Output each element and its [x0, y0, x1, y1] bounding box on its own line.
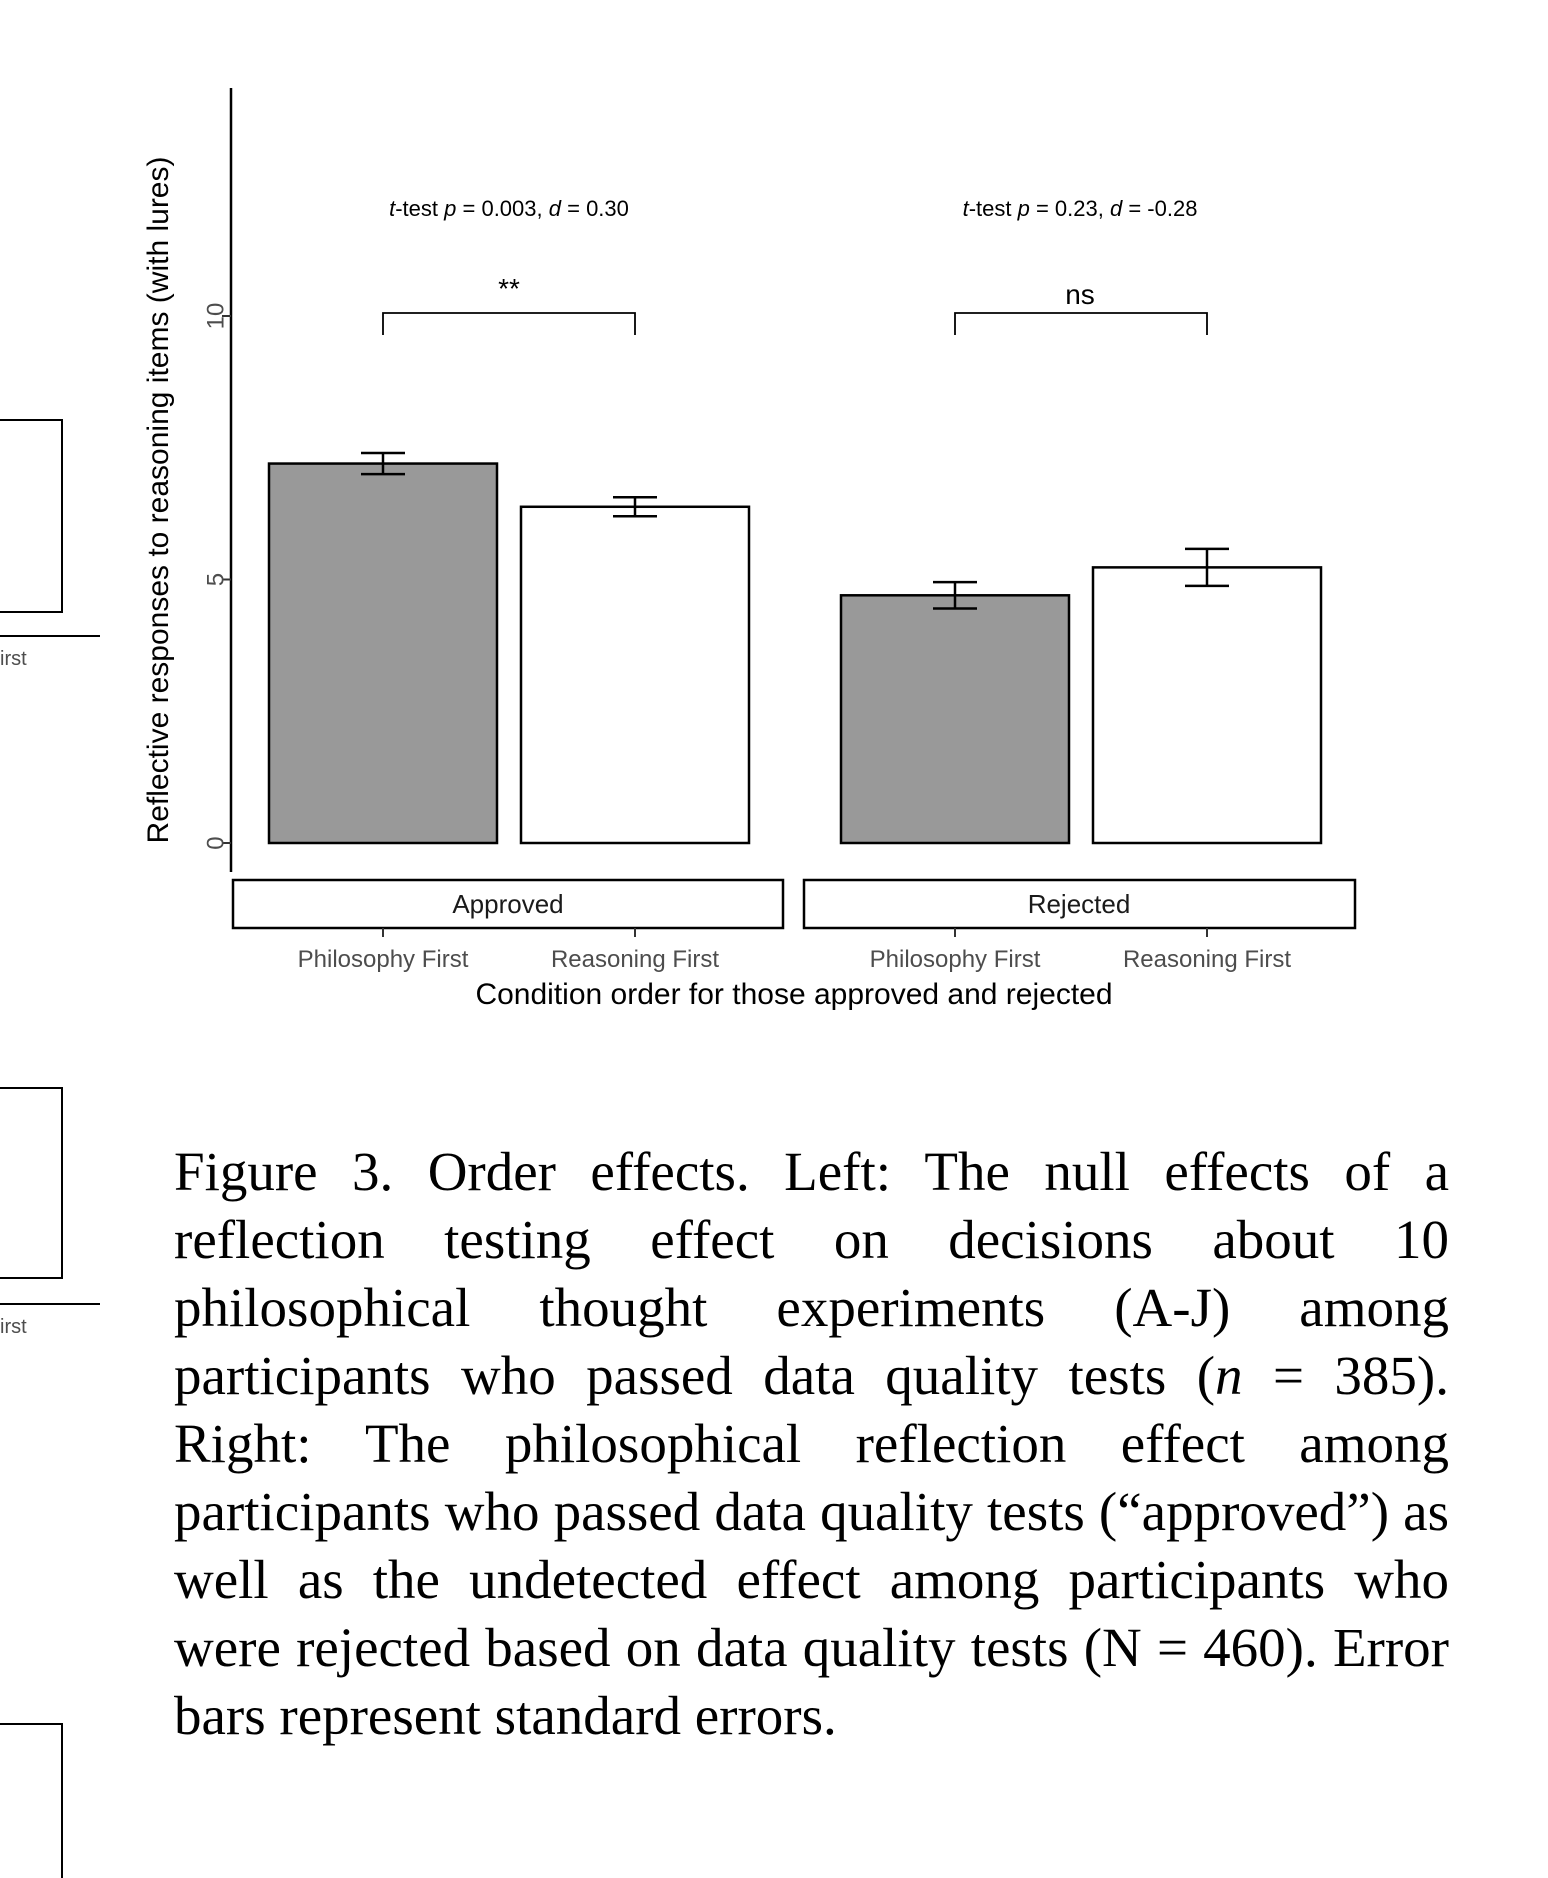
significance-label-rejected: ns [1065, 279, 1095, 310]
significance-bracket-approved [383, 313, 635, 335]
x-tick-label: Reasoning First [550, 946, 720, 973]
y-tick-label-0: 0 [202, 836, 230, 850]
bar-rejected-philosophy-first [841, 595, 1069, 843]
partial-left-figure-2 [0, 1078, 120, 1878]
partial-box-3 [0, 1724, 62, 1878]
significance-brackets [383, 313, 1207, 335]
test-annotation-approved: t-test p = 0.003, d = 0.30 [389, 196, 629, 221]
x-ticks [298, 928, 1292, 973]
partial-label-1: irst [0, 648, 27, 670]
y-axis-title: Reflective responses to reasoning items (with lures) [142, 156, 175, 844]
y-tick-label-10: 10 [202, 302, 230, 330]
partial-left-figure [0, 420, 100, 670]
significance-label-approved: ** [498, 273, 520, 304]
partial-label-2: irst [0, 1316, 27, 1338]
bar-approved-reasoning-first [521, 507, 749, 843]
y-tick-label-5: 5 [202, 572, 230, 587]
test-annotation-rejected: t-test p = 0.23, d = -0.28 [962, 196, 1198, 221]
y-axis [142, 88, 231, 872]
x-tick-label: Philosophy First [297, 946, 469, 973]
x-tick-label: Reasoning First [1122, 946, 1292, 973]
strip-label-approved: Approved [452, 889, 564, 919]
bar-approved-philosophy-first [269, 464, 497, 843]
facet-strips [233, 880, 1355, 928]
y-ticks [202, 303, 231, 850]
strip-label-rejected: Rejected [1027, 889, 1131, 919]
figure-caption: Figure 3. Order effects. Left: The null effects of a reflection testing effect on decisions about 10 philosophical thought experiments (A-J) among participants who passed data quality tests (n = 385). Right: The philosophical reflection effect among participants who passed data quality tests (“approved”) as well as the undetected effect among participants who were rejected based on data quality tests (N = 460). Error bars represent standard errors. [174, 1141, 1449, 1746]
bars [269, 464, 1321, 843]
partial-box-1 [0, 420, 62, 612]
bar-rejected-reasoning-first [1093, 567, 1321, 843]
significance-bracket-rejected [955, 313, 1207, 335]
partial-box-2 [0, 1088, 62, 1278]
x-tick-label: Philosophy First [869, 946, 1041, 973]
x-axis-title: Condition order for those approved and rejected [475, 978, 1113, 1011]
